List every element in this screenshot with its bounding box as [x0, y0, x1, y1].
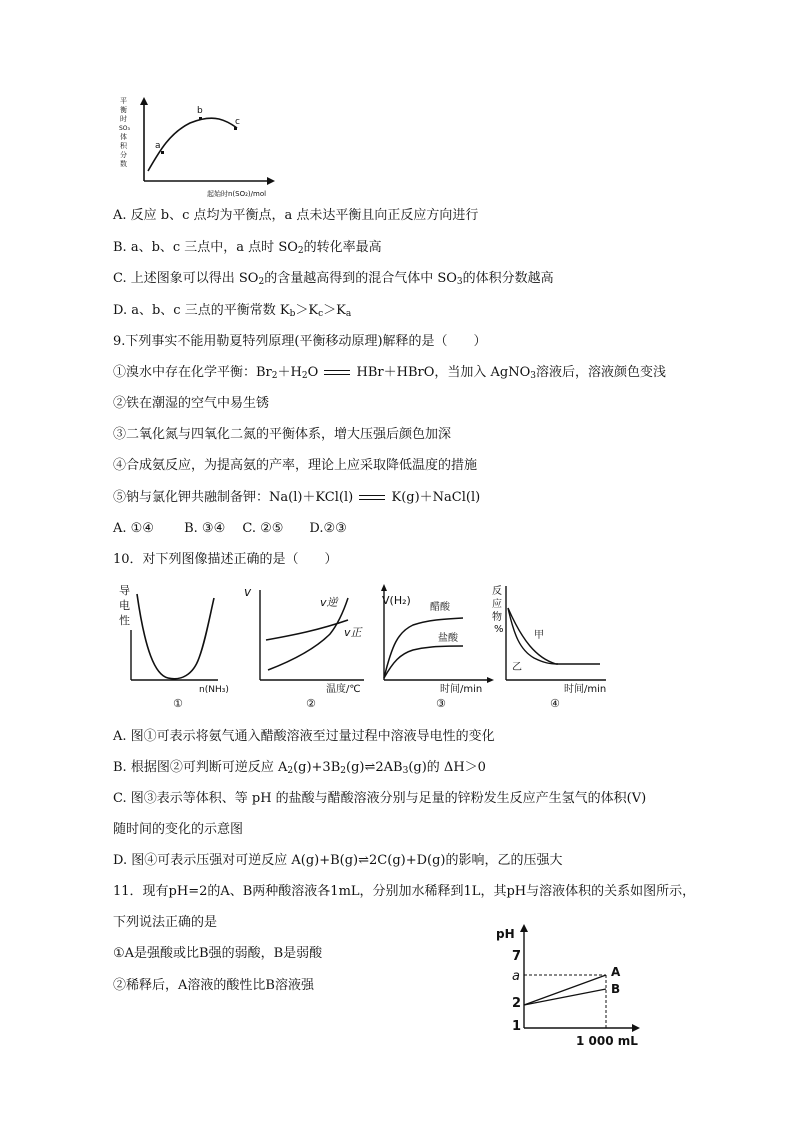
x-axis-label: 起始时n(SO₂)/mol	[207, 190, 267, 198]
q9-item-2: ②铁在潮湿的空气中易生锈	[113, 396, 270, 411]
g1-number: ①	[173, 697, 183, 710]
ylabel-char: 平	[120, 97, 127, 105]
ph-tick-2: 2	[512, 996, 522, 1011]
ph-line-b	[524, 989, 606, 1005]
q10-option-a: A. 图①可表示将氨气通入醋酸溶液至过量过程中溶液导电性的变化	[113, 729, 495, 744]
g4-ylabel: 物	[492, 612, 502, 623]
q9-item-3: ③二氧化氮与四氧化二氮的平衡体系，增大压强后颜色加深	[113, 427, 452, 442]
graph-2	[244, 580, 374, 710]
x-axis-arrow	[267, 177, 275, 185]
q9-item-5: ⑤钠与氯化钾共融制备钾：Na(l)＋KCl(l) K(g)＋NaCl(l)	[113, 490, 481, 505]
point-b-mark	[199, 117, 202, 120]
g3-label-acetic: 醋酸	[430, 602, 450, 613]
ylabel-char: 时	[120, 115, 127, 123]
q11-item-1: ①A是强酸或比B强的弱酸，B是弱酸	[113, 946, 323, 961]
q10-option-b: B. 根据图②可判断可逆反应 $A_2(g)+3B_2(g)\rightleftharpoons 2AB_3(g)$的 ΔH＞0	[113, 760, 486, 776]
q9-item-4: ④合成氨反应，为提高氨的产率，理论上应采取降低温度的措施	[113, 458, 478, 473]
g4-curve-a	[508, 608, 600, 664]
q9-item-1: ①溴水中存在化学平衡：$Br_2+H_2O$ HBr＋HBrO，当加入 AgNO$_3$溶液后，溶液颜色变浅	[113, 365, 667, 381]
ylabel-char: 衡	[120, 106, 127, 114]
g2-ylabel: v	[244, 585, 252, 599]
graph-4	[488, 580, 618, 710]
point-a-mark	[161, 151, 164, 154]
ph-ylabel: pH	[496, 927, 515, 941]
ylabel-char: 分	[120, 151, 127, 159]
g4-ylabel: %	[494, 624, 504, 635]
q10-option-c-line2: 随时间的变化的示意图	[113, 822, 244, 837]
ph-line-a	[524, 975, 606, 1005]
equilibrium-arrow: ⇌	[358, 853, 370, 868]
g1-ylabel: 性	[119, 614, 130, 627]
g1-ylabel: 导	[119, 584, 130, 597]
q10-stem: 10．对下列图像描述正确的是（ ）	[113, 552, 338, 567]
ph-tick-1: 1	[512, 1019, 522, 1034]
q8-option-a: A. 反应 b、c 点均为平衡点，a 点未达平衡且向正反应方向进行	[113, 208, 479, 223]
q10-option-c-line1: C. 图③表示等体积、等 pH 的盐酸与醋酸溶液分别与足量的锌粉发生反应产生氢气的体积(V)	[113, 791, 647, 806]
g4-label-jia: 甲	[534, 630, 544, 641]
graph-1	[113, 580, 243, 710]
g4-ylabel: 应	[492, 599, 502, 610]
ph-graph	[490, 918, 660, 1053]
g3-curve-hcl	[384, 646, 463, 678]
q9-options: A. ①④ B. ③④ C. ②⑤ D.②③	[113, 521, 347, 536]
ph-xlabel: 1 000 mL	[576, 1034, 638, 1048]
g3-xlabel: 时间/min	[440, 684, 483, 695]
q9-stem: 9.下列事实不能用勒夏特列原理(平衡移动原理)解释的是（ ）	[113, 334, 487, 349]
q11-stem-line2: 下列说法正确的是	[113, 915, 218, 930]
ph-tick-7: 7	[512, 949, 522, 964]
ph-tick-a: a	[512, 969, 520, 984]
q11-item-2: ②稀释后，A溶液的酸性比B溶液强	[113, 978, 314, 993]
g2-fwd-label: v正	[344, 626, 362, 639]
so3-graph	[115, 95, 285, 205]
equilibrium-arrow	[357, 493, 387, 503]
g4-ylabel: 反	[492, 586, 502, 597]
point-c-label: c	[235, 117, 240, 127]
ylabel-char: SO₃	[119, 125, 130, 132]
g3-number: ③	[436, 697, 446, 710]
g2-number: ②	[306, 697, 316, 710]
point-c-mark	[234, 127, 237, 130]
g1-curve	[137, 594, 214, 679]
q10-option-d: D. 图④可表示压强对可逆反应 A(g)+B(g)⇌2C(g)+D(g)的影响，乙的压强大	[113, 853, 563, 868]
g2-xlabel: 温度/℃	[326, 684, 361, 695]
y-axis-arrow	[140, 97, 148, 105]
q8-option-b: B. a、b、c 三点中，a 点时 $SO_2$的转化率最高	[113, 240, 382, 256]
g2-v-forward	[266, 620, 348, 640]
g4-label-yi: 乙	[512, 662, 522, 673]
q11-stem-line1: 11．现有pH=2的A、B两种酸溶液各1mL，分别加水稀释到1L，其pH与溶液体积的关系如图所示，	[113, 884, 696, 899]
ph-label-a: A	[611, 965, 621, 979]
g1-xlabel: n(NH₃)	[199, 685, 229, 695]
q8-option-c: C. 上述图象可以得出 $SO_2$的含量越高得到的混合气体中 $SO_3$的体积分数越高	[113, 271, 554, 287]
ylabel-char: 积	[120, 142, 127, 150]
curve	[148, 118, 237, 171]
equilibrium-arrow	[322, 368, 352, 378]
g4-curve-b	[508, 608, 558, 664]
g4-number: ④	[550, 697, 560, 710]
g1-ylabel: 电	[119, 599, 130, 612]
g4-xlabel: 时间/min	[564, 684, 607, 695]
g2-rev-label: v逆	[320, 596, 338, 609]
point-a-label: a	[155, 141, 161, 151]
q8-option-d: D. a、b、c 三点的平衡常数 $K_b>K_c>K_a$	[113, 303, 352, 319]
g3-ylabel: V(H₂)	[382, 594, 411, 607]
g3-label-hcl: 盐酸	[438, 633, 458, 644]
equilibrium-arrow: ⇌	[364, 760, 376, 775]
point-b-label: b	[197, 106, 203, 116]
ylabel-char: 体	[120, 133, 127, 141]
ylabel-char: 数	[120, 160, 127, 168]
ph-label-b: B	[611, 982, 621, 996]
